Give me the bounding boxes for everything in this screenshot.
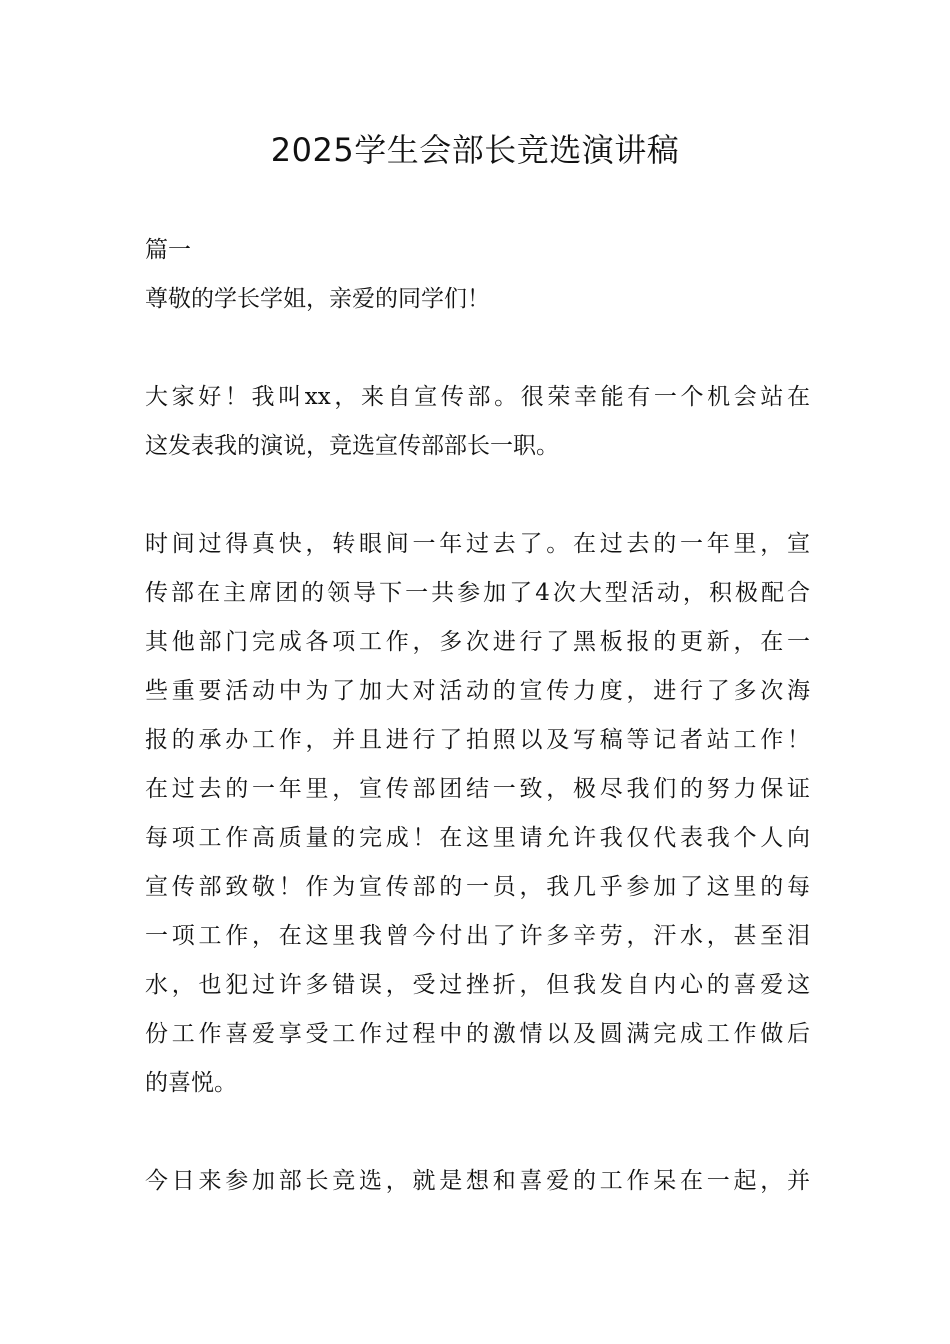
section-label: 篇一	[145, 237, 191, 263]
paragraph-line: 大家好！我叫xx，来自宣传部。很荣幸能有一个机会站在	[145, 384, 810, 410]
paragraph-line: 一项工作，在这里我曾今付出了许多辛劳，汗水，甚至泪	[145, 923, 810, 949]
paragraph-line: 时间过得真快，转眼间一年过去了。在过去的一年里，宣	[145, 531, 810, 557]
salutation: 尊敬的学长学姐，亲爱的同学们！	[145, 286, 490, 312]
document-title: 2025学生会部长竞选演讲稿	[270, 131, 680, 169]
paragraph-line: 今日来参加部长竞选，就是想和喜爱的工作呆在一起，并	[145, 1168, 810, 1194]
paragraph-1	[145, 373, 810, 471]
paragraph-3	[145, 1157, 810, 1206]
paragraph-line: 每项工作高质量的完成！在这里请允许我仅代表我个人向	[145, 825, 810, 851]
paragraph-line: 的喜悦。	[145, 1070, 237, 1096]
paragraph-line: 传部在主席团的领导下一共参加了4次大型活动，积极配合	[145, 580, 810, 606]
paragraph-line: 宣传部致敬！作为宣传部的一员，我几乎参加了这里的每	[145, 874, 810, 900]
paragraph-2	[145, 520, 810, 1108]
paragraph-line: 水，也犯过许多错误，受过挫折，但我发自内心的喜爱这	[145, 972, 810, 998]
paragraph-line: 报的承办工作，并且进行了拍照以及写稿等记者站工作！	[145, 727, 810, 753]
paragraph-line: 这发表我的演说，竞选宣传部部长一职。	[145, 433, 559, 459]
paragraph-line: 些重要活动中为了加大对活动的宣传力度，进行了多次海	[145, 678, 810, 704]
paragraph-line: 在过去的一年里，宣传部团结一致，极尽我们的努力保证	[145, 776, 810, 802]
paragraph-line: 其他部门完成各项工作，多次进行了黑板报的更新，在一	[145, 629, 810, 655]
paragraph-line: 份工作喜爱享受工作过程中的激情以及圆满完成工作做后	[145, 1021, 810, 1047]
